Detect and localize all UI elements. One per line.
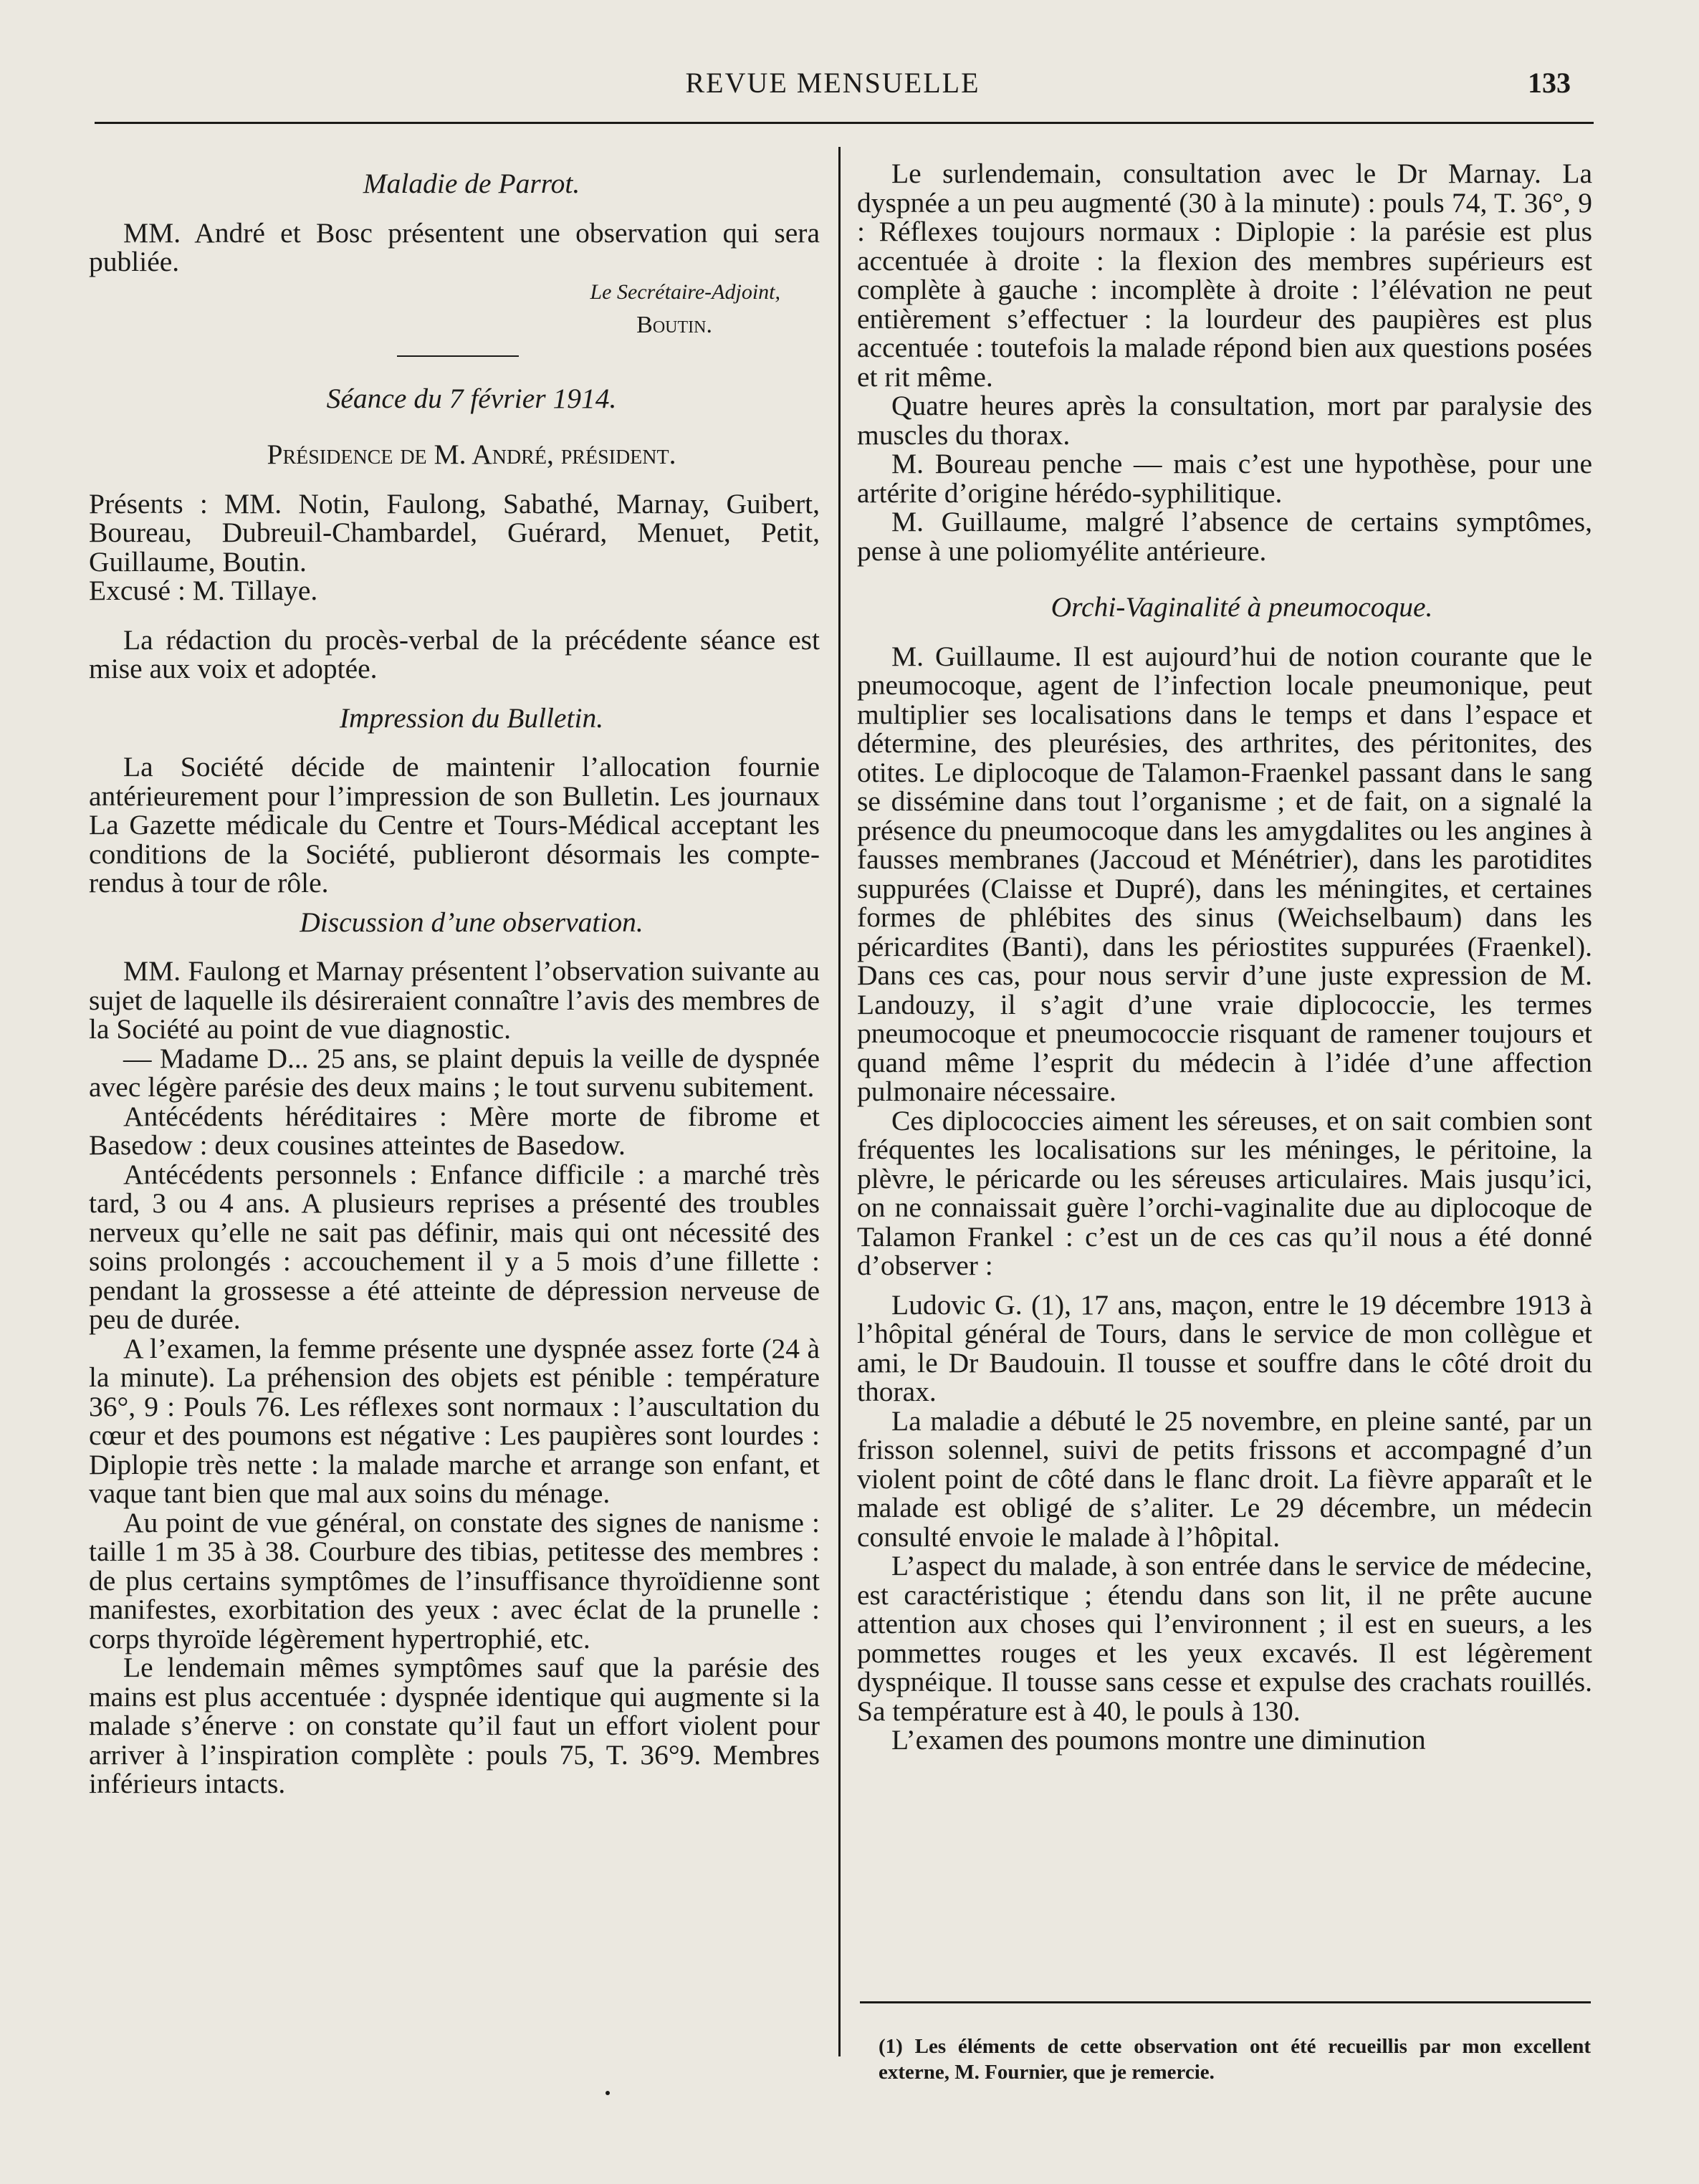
paragraph: La maladie a débuté le 25 novembre, en pleine santé, par un frisson solennel, suivi de petits frissons et accompagné d’un violent point de côté dans le flanc droit. La fièvre apparaît et le malade est obligé de s’aliter. Le 29 décembre, un médecin consulté envoie le malade à l’hôpital. (857, 1404, 1592, 1553)
paragraph: MM. Faulong et Marnay présentent l’observation suivante au sujet de laquelle ils désireraient connaître l’avis des membres de la Société au point de vue diagnostic. (89, 955, 820, 1045)
section-heading-seance: Séance du 7 février 1914. (326, 382, 617, 414)
paragraph: M. Guillaume, malgré l’absence de certains symptômes, pense à une poliomyélite antérieure. (857, 506, 1592, 567)
left-column (89, 159, 820, 1799)
right-column (857, 159, 1592, 1755)
paragraph: Quatre heures après la consultation, mort par paralysie des muscles du thorax. (857, 390, 1592, 451)
paragraph: Antécédents personnels : Enfance difficile : a marché très tard, 3 ou 4 ans. A plusieurs reprises a présenté des troubles nerveux qu’elle ne sait pas définir, mais qui ont nécessité des soins prolongés : accouchement il y a 5 mois d’une fillette : pendant la grossesse a été atteinte de dépression nerveuse de peu de durée. (89, 1158, 820, 1335)
paragraph: Ludovic G. (1), 17 ans, maçon, entre le 19 décembre 1913 à l’hôpital général de Tours, dans le service de mon collègue et ami, le Dr Baudouin. Il tousse et souffre dans le côté droit du thorax. (857, 1288, 1592, 1407)
section-heading-discussion: Discussion d’une observation. (300, 906, 643, 938)
page-number: 133 (1528, 67, 1571, 99)
presidence-line: Présidence de M. André, président. (267, 439, 676, 470)
running-head-title: REVUE MENSUELLE (685, 67, 980, 99)
print-mark (606, 2091, 610, 2095)
paragraph: Le surlendemain, consultation avec le Dr Marnay. La dyspnée a un peu augmenté (30 à la minute) : pouls 74, T. 36°, 9 : Réflexes toujours normaux : Diplopie : la parésie est plus accentuée à droite : la flexion des membres supérieurs est complète à gauche : incomplète à droite : l’élévation ne peut entièrement s’effectuer : la lourdeur des paupières est plus accentuée : toutefois la malade répond bien aux questions posées et rit même. (857, 158, 1592, 393)
footnote: (1) Les éléments de cette observation ont été recueillis par mon excellent externe, M. Fournier, que je remercie. (879, 2035, 1591, 2084)
running-head (95, 66, 1571, 109)
presents-list: Présents : MM. Notin, Faulong, Sabathé, Marnay, Guibert, Boureau, Dubreuil-Chambardel, Guérard, Menuet, Petit, Guillaume, Boutin. (89, 487, 820, 578)
paragraph: Au point de vue général, on constate des signes de nanisme : taille 1 m 35 à 38. Courbure des tibias, petitesse des membres : de plus certains symptômes de l’insuffisance thyroïdienne sont manifestes, exorbitation des yeux : avec éclat de la prunelle : corps thyroïde légèrement hypertrophié, etc. (89, 1506, 820, 1654)
paragraph: Antécédents héréditaires : Mère morte de fibrome et Basedow : deux cousines atteintes de Basedow. (89, 1100, 820, 1161)
paragraph: La rédaction du procès-verbal de la précédente séance est mise aux voix et adoptée. (89, 623, 820, 684)
paragraph: Ces diplococcies aiment les séreuses, et on sait combien sont fréquentes les localisations sur les méninges, le péritoine, la plèvre, le péricarde ou les séreuses articulaires. Mais jusqu’ici, on ne connaissait guère l’orchi-vaginalite due au diplocoque de Talamon Frankel : c’est un de ces cas qu’il nous a été donné d’observer : (857, 1104, 1592, 1281)
paragraph: La Société décide de maintenir l’allocation fournie antérieurement pour l’impression de son Bulletin. Les journaux La Gazette médicale du Centre et Tours-Médical acceptant les conditions de la Société, publieront désormais les compte-rendus à tour de rôle. (89, 751, 820, 899)
paragraph: Le lendemain mêmes symptômes sauf que la parésie des mains est plus accentuée : dyspnée identique qui augmente si la malade s’énerve : on constate qu’il faut un effort violent pour arriver à l’inspiration complète : pouls 75, T. 36°9. Membres inférieurs intacts. (89, 1652, 820, 1799)
section-heading-orchi-vaginalite: Orchi-Vaginalité à pneumocoque. (1050, 591, 1433, 623)
paragraph: A l’examen, la femme présente une dyspnée assez forte (24 à la minute). La préhension des objets est pénible : température 36°, 9 : Pouls 76. Les réflexes sont normaux : l’auscultation du cœur et des poumons est négative : Les paupières sont lourdes : Diplopie très nette : la malade marche et arrange son enfant, et vaque tant bien que mal aux soins du ménage. (89, 1332, 820, 1509)
section-heading-maladie-de-parrot: Maladie de Parrot. (363, 168, 580, 199)
footnote-rule (860, 2001, 1591, 2003)
paragraph: M. Boureau penche — mais c’est une hypothèse, pour une artérite d’origine hérédo-syphilitique. (857, 448, 1592, 509)
column-divider (838, 147, 841, 2056)
header-rule (95, 122, 1594, 124)
paragraph: M. Guillaume. Il est aujourd’hui de notion courante que le pneumocoque, agent de l’infection locale pneumonique, peut multiplier ses localisations dans le temps et dans l’espace et détermine, des pleurésies, des arthrites, des péritonites, des otites. Le diplocoque de Talamon-Fraenkel passant dans le sang se dissémine dans tout l’organisme ; et de fait, on a signalé la présence du pneumocoque dans les amygdalites ou les angines à fausses membranes (Jaccoud et Ménétrier), dans les parotidites suppurées (Claisse et Dupré), dans les méningites, et certaines formes de phlébites des sinus (Weichselbaum) dans les péricardites (Banti), dans les périostites suppurées (Fraenkel). Dans ces cas, pour nous servir d’une juste expression de M. Landouzy, il s’agit d’une vraie diplococcie, les termes pneumocoque et pneumococcie risquant de ramener toujours et quand même l’esprit du médecin à l’idée d’une affection pulmonaire nécessaire. (857, 640, 1592, 1107)
paragraph: L’examen des poumons montre une diminution (891, 1724, 1426, 1756)
excuse-line: Excusé : M. Tillaye. (89, 575, 318, 606)
paragraph: — Madame D... 25 ans, se plaint depuis la veille de dyspnée avec légère parésie des deux mains ; le tout survenu subitement. (89, 1042, 820, 1103)
paragraph: MM. André et Bosc présentent une observation qui sera publiée. (89, 216, 820, 277)
signature-role: Le Secrétaire-Adjoint, (590, 279, 780, 304)
paragraph: L’aspect du malade, à son entrée dans le service de médecine, est caractéristique ; étendu dans son lit, il ne prête aucune attention aux choses qui l’environnent ; il est en sueurs, a les pommettes rouges et les yeux excavés. Il est légèrement dyspnéique. Il tousse sans cesse et expulse des crachats rouillés. Sa température est à 40, le pouls à 130. (857, 1550, 1592, 1727)
section-heading-impression: Impression du Bulletin. (339, 701, 604, 734)
signature-name: Boutin. (636, 311, 712, 338)
